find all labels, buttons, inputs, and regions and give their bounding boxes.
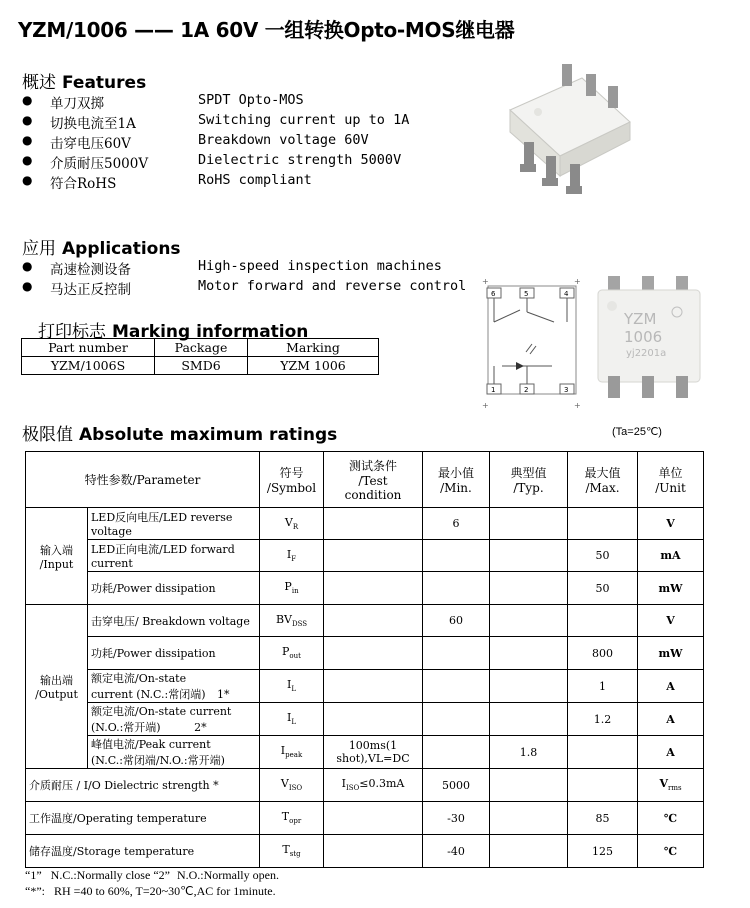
table-cell: YZM/1006S bbox=[22, 357, 155, 375]
header-symbol: 符号 /Symbol bbox=[260, 452, 324, 508]
footnote-1: “1” N.C.:Normally close “2” N.O.:Normally open. bbox=[25, 868, 279, 882]
table-row bbox=[26, 605, 704, 637]
pin-4-label: 4 bbox=[564, 290, 569, 298]
marking-heading: 打印标志 Marking information bbox=[38, 322, 309, 342]
ratings-table bbox=[25, 451, 704, 868]
min-cell: -40 bbox=[423, 835, 490, 868]
unit-cell: A bbox=[638, 670, 704, 703]
header-min: 最小值 /Min. bbox=[423, 452, 490, 508]
table-row bbox=[26, 508, 704, 540]
features-list: ● 单刀双掷 SPDT Opto-MOS ● 切换电流至1A Switching current up to 1A ● 击穿电压60V Breakdown voltage 60V ● 介质耐压5000V Dielectric strength 5000V ● 符合RoHS RoHS compliant bbox=[22, 92, 410, 192]
table-row bbox=[26, 637, 704, 670]
table-row bbox=[26, 835, 704, 868]
pin-2-label: 2 bbox=[524, 386, 529, 394]
unit-cell: mW bbox=[638, 637, 704, 670]
max-cell: 50 bbox=[568, 572, 638, 605]
symbol-cell: $BV_{DSS}$ bbox=[260, 605, 324, 637]
unit-cell: A bbox=[638, 736, 704, 769]
max-cell: 125 bbox=[568, 835, 638, 868]
chip-print-line1: YZM bbox=[624, 310, 657, 328]
pin-6-label: 6 bbox=[491, 290, 496, 298]
symbol-cell: $V_{ISO}$ bbox=[260, 769, 324, 802]
symbol-cell: $T_{opr}$ bbox=[260, 802, 324, 835]
max-cell: 1 bbox=[568, 670, 638, 703]
chip-print-line2: 1006 bbox=[624, 328, 663, 346]
header-parameter: 特性参数/Parameter bbox=[26, 452, 260, 508]
footnote-2: “*”: RH =40 to 60%, T=20~30℃,AC for 1minute. bbox=[25, 884, 276, 898]
unit-cell: mA bbox=[638, 540, 704, 572]
max-cell: 85 bbox=[568, 802, 638, 835]
symbol-cell: $I_F$ bbox=[260, 540, 324, 572]
svg-text:+: + bbox=[482, 401, 489, 410]
chip-marking-photo bbox=[594, 276, 704, 414]
min-cell: -30 bbox=[423, 802, 490, 835]
applications-heading: 应用 Applications bbox=[22, 239, 181, 259]
param-cell: 储存温度/Storage temperature bbox=[26, 835, 260, 868]
unit-cell: A bbox=[638, 703, 704, 736]
header-unit: 单位 /Unit bbox=[638, 452, 704, 508]
table-header-row bbox=[22, 339, 379, 357]
unit-cell: ℃ bbox=[638, 835, 704, 868]
header-test-condition: 测试条件 /Test condition bbox=[324, 452, 423, 508]
symbol-cell: $I_{peak}$ bbox=[260, 736, 324, 769]
condition-cell: 100ms(1 shot),VL=DC bbox=[324, 736, 423, 769]
table-header: Part number bbox=[22, 339, 155, 357]
pin-5-label: 5 bbox=[524, 290, 529, 298]
min-cell: 5000 bbox=[423, 769, 490, 802]
input-group-label: 输入端 /Input bbox=[26, 508, 88, 605]
symbol-cell: $P_{in}$ bbox=[260, 572, 324, 605]
unit-cell: V bbox=[638, 605, 704, 637]
ratings-condition: (Ta=25℃) bbox=[612, 426, 662, 438]
unit-cell: ℃ bbox=[638, 802, 704, 835]
unit-cell: V bbox=[638, 508, 704, 540]
page-title: YZM/1006 —— 1A 60V 一组转换Opto-MOS继电器 bbox=[18, 18, 515, 42]
svg-text:+: + bbox=[574, 401, 581, 410]
table-row bbox=[26, 540, 704, 572]
param-cell: LED反向电压/LED reverse voltage bbox=[88, 508, 260, 540]
param-cell: 功耗/Power dissipation bbox=[88, 637, 260, 670]
param-cell: 额定电流/On-state current (N.O.:常开端) 2* bbox=[88, 703, 260, 736]
param-cell: 功耗/Power dissipation bbox=[88, 572, 260, 605]
typ-cell: 1.8 bbox=[490, 736, 568, 769]
param-cell: LED正向电流/LED forward current bbox=[88, 540, 260, 572]
symbol-cell: $I_L$ bbox=[260, 703, 324, 736]
table-row bbox=[26, 670, 704, 703]
svg-text:+: + bbox=[482, 277, 489, 286]
relay-schematic-diagram bbox=[482, 276, 582, 412]
min-cell: 6 bbox=[423, 508, 490, 540]
table-row bbox=[22, 357, 379, 375]
pin-1-label: 1 bbox=[491, 386, 496, 394]
unit-cell: $V_{rms}$ bbox=[638, 769, 704, 802]
symbol-cell: $V_R$ bbox=[260, 508, 324, 540]
unit-cell: mW bbox=[638, 572, 704, 605]
param-cell: 工作温度/Operating temperature bbox=[26, 802, 260, 835]
table-row bbox=[26, 769, 704, 802]
header-max: 最大值 /Max. bbox=[568, 452, 638, 508]
table-row bbox=[26, 802, 704, 835]
ratings-heading: 极限值 Absolute maximum ratings bbox=[22, 425, 338, 445]
symbol-cell: $T_{stg}$ bbox=[260, 835, 324, 868]
min-cell: 60 bbox=[423, 605, 490, 637]
symbol-cell: $P_{out}$ bbox=[260, 637, 324, 670]
max-cell: 50 bbox=[568, 540, 638, 572]
table-row bbox=[26, 572, 704, 605]
table-cell: YZM 1006 bbox=[248, 357, 379, 375]
condition-cell: $I_{ISO}\le 0.3mA$ bbox=[324, 769, 423, 802]
table-header: Package bbox=[155, 339, 248, 357]
max-cell: 1.2 bbox=[568, 703, 638, 736]
header-typ: 典型值 /Typ. bbox=[490, 452, 568, 508]
param-cell: 峰值电流/Peak current (N.C.:常闭端/N.O.:常开端) bbox=[88, 736, 260, 769]
chip-print-line3: yj2201a bbox=[626, 348, 667, 359]
table-row bbox=[26, 703, 704, 736]
features-heading: 概述 Features bbox=[22, 73, 147, 93]
chip-package-image bbox=[490, 60, 640, 210]
symbol-cell: $I_L$ bbox=[260, 670, 324, 703]
param-cell: 介质耐压 / I/O Dielectric strength * bbox=[26, 769, 260, 802]
table-row bbox=[26, 736, 704, 769]
max-cell: 800 bbox=[568, 637, 638, 670]
table-header: Marking bbox=[248, 339, 379, 357]
param-cell: 击穿电压/ Breakdown voltage bbox=[88, 605, 260, 637]
table-cell: SMD6 bbox=[155, 357, 248, 375]
param-cell: 额定电流/On-state current (N.C.:常闭端) 1* bbox=[88, 670, 260, 703]
pin-3-label: 3 bbox=[564, 386, 569, 394]
marking-table bbox=[21, 338, 379, 375]
table-header-row bbox=[26, 452, 704, 508]
output-group-label: 输出端 /Output bbox=[26, 605, 88, 769]
applications-list: ● 高速检测设备 High-speed inspection machines ● 马达正反控制 Motor forward and reverse control bbox=[22, 258, 467, 298]
svg-text:+: + bbox=[574, 277, 581, 286]
